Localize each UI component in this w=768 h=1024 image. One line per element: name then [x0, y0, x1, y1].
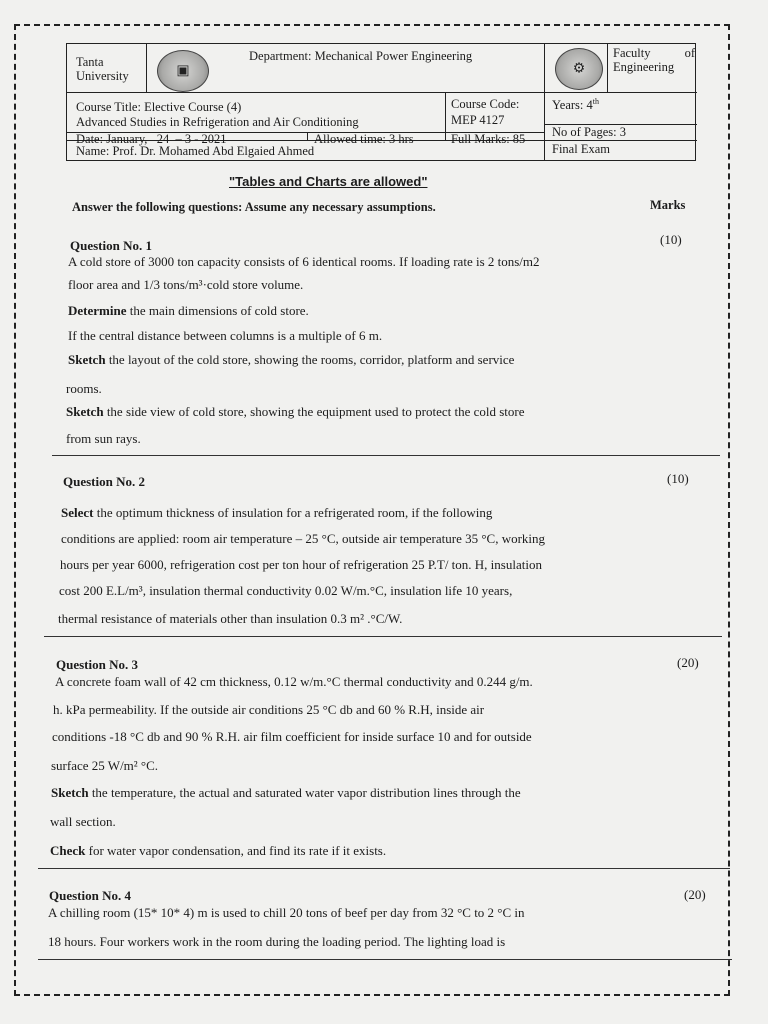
- no-of-pages: No of Pages: 3: [552, 125, 626, 139]
- q3-line-7: Check for water vapor condensation, and find its rate if it exists.: [50, 843, 387, 858]
- department: Department: Mechanical Power Engineering: [249, 49, 473, 63]
- university-logo: ▣: [157, 50, 209, 92]
- q1-line-6: rooms.: [66, 381, 102, 396]
- question-3-marks: (20): [677, 655, 699, 670]
- exam-date: Date: January, 24 – 3 - 2021: [76, 132, 227, 146]
- q2-line-4: cost 200 E.L/m³, insulation thermal conductivity 0.02 W/m.°C, insulation life 10 years,: [59, 583, 513, 598]
- faculty-name: Faculty of Engineering: [613, 46, 695, 74]
- q2-line-1: Select the optimum thickness of insulation for a refrigerated room, if the following: [61, 505, 493, 520]
- course-code: MEP 4127: [451, 113, 505, 127]
- q4-line-2: 18 hours. Four workers work in the room during the loading period. The lighting load is: [48, 934, 506, 949]
- course-title: Course Title: Elective Course (4): [76, 100, 242, 114]
- years: Years: 4th: [552, 97, 599, 113]
- q2-line-2: conditions are applied: room air temperature – 25 °C, outside air temperature 35 °C, working: [61, 531, 546, 546]
- q3-line-5: Sketch the temperature, the actual and saturated water vapor distribution lines through the: [51, 785, 521, 800]
- question-4-title: Question No. 4: [49, 888, 131, 903]
- full-marks: Full Marks: 85: [451, 132, 526, 146]
- q3-line-4: surface 25 W/m² °C.: [51, 758, 159, 773]
- q1-line-7: Sketch the side view of cold store, showing the equipment used to protect the cold store: [66, 404, 525, 419]
- question-1-title: Question No. 1: [70, 238, 152, 253]
- q2-line-5: thermal resistance of materials other than insulation 0.3 m² .°C/W.: [58, 611, 403, 626]
- q3-line-3: conditions -18 °C db and 90 % R.H. air film coefficient for inside surface 10 and for outside: [52, 729, 532, 744]
- q3-line-6: wall section.: [50, 814, 116, 829]
- examiner-name: Name: Prof. Dr. Mohamed Abd Elgaied Ahmed: [76, 144, 315, 158]
- allowed-time: Allowed time: 3 hrs: [314, 132, 414, 146]
- question-2-marks: (10): [667, 471, 689, 486]
- question-1-marks: (10): [660, 232, 682, 247]
- question-3-title: Question No. 3: [56, 657, 138, 672]
- separator: [38, 868, 730, 869]
- separator: [52, 455, 720, 456]
- q1-line-4: If the central distance between columns is a multiple of 6 m.: [68, 328, 383, 343]
- faculty-logo: ⚙: [555, 48, 603, 90]
- separator: [38, 959, 732, 960]
- q1-line-5: Sketch the layout of the cold store, showing the rooms, corridor, platform and service: [68, 352, 515, 367]
- header-table: [66, 43, 696, 161]
- q3-line-2: h. kPa permeability. If the outside air conditions 25 °C db and 60 % R.H, inside air: [53, 702, 485, 717]
- q1-line-1: A cold store of 3000 ton capacity consists of 6 identical rooms. If loading rate is 2 tons/m2: [68, 254, 540, 269]
- q1-line-8: from sun rays.: [66, 431, 141, 446]
- q1-line-2: floor area and 1/3 tons/m³·cold store volume.: [68, 277, 304, 292]
- instructions: Answer the following questions: Assume any necessary assumptions.: [72, 200, 436, 214]
- course-title-sub: Advanced Studies in Refrigeration and Air Conditioning: [76, 115, 359, 129]
- notice: "Tables and Charts are allowed": [229, 174, 428, 189]
- q3-line-1: A concrete foam wall of 42 cm thickness, 0.12 w/m.°C thermal conductivity and 0.244 g/m.: [55, 674, 533, 689]
- q4-line-1: A chilling room (15* 10* 4) m is used to chill 20 tons of beef per day from 32 °C to 2 °C in: [48, 905, 525, 920]
- marks-label: Marks: [650, 198, 686, 212]
- q2-line-3: hours per year 6000, refrigeration cost per ton hour of refrigeration 25 P.T/ ton. H, insulation: [60, 557, 542, 572]
- q1-line-3: Determine the main dimensions of cold store.: [68, 303, 309, 318]
- course-code-label: Course Code:: [451, 97, 520, 111]
- exam-type: Final Exam: [552, 142, 610, 156]
- university-name: Tanta University: [76, 55, 129, 83]
- question-2-title: Question No. 2: [63, 474, 145, 489]
- separator: [44, 636, 722, 637]
- question-4-marks: (20): [684, 887, 706, 902]
